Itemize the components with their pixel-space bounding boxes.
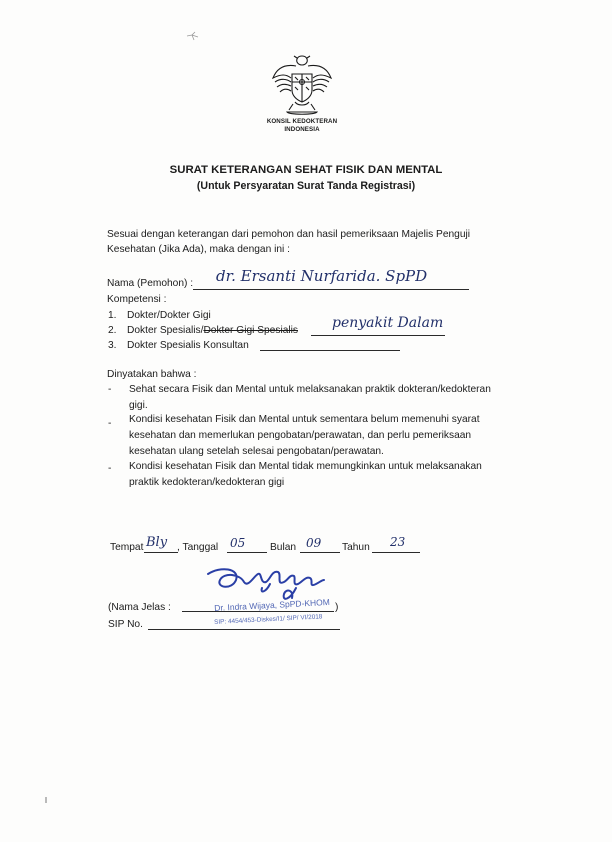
competence-item-3: Dokter Spesialis Konsultan [127,340,249,351]
statement-2-line-3: kesehatan ulang setelah selesai pengobatan/perawatan. [129,446,384,457]
intro-line-1: Sesuai dengan keterangan dari pemohon dan hasil pemeriksaan Majelis Penguji [107,229,471,240]
statement-bullet-3: - [108,463,112,474]
document-title: SURAT KETERANGAN SEHAT FISIK DAN MENTAL [169,164,443,176]
place-label: Tempat [110,542,144,553]
statement-1-line-2: gigi. [129,400,148,411]
year-handwritten: 23 [390,535,406,549]
date-label: , Tanggal [177,542,219,553]
org-name [240,118,364,134]
applicant-name-handwritten: dr. Ersanti Nurfarida. SpPD [216,267,428,285]
competence-item-1: Dokter/Dokter Gigi [127,310,211,321]
place-underline [144,552,178,553]
statement-1-line-1: Sehat secara Fisik dan Mental untuk melaksanakan praktik dokteran/kedokteran [129,384,491,395]
date-underline [227,552,267,553]
signatory-name-label: (Nama Jelas : [108,602,171,613]
competence-item-2-num: 2. [108,325,117,336]
statement-2-line-1: Kondisi kesehatan Fisik dan Mental untuk sementara belum memenuhi syarat [129,414,480,425]
scan-mark [44,790,48,808]
sip-label: SIP No. [108,619,143,630]
specialty-handwritten: penyakit Dalam [332,315,444,331]
sip-underline [148,629,340,630]
place-handwritten: Bly [146,535,168,550]
competence-item-2-text: Dokter Spesialis/ [127,325,204,336]
competence-item-1-num: 1. [108,310,117,321]
statement-2-line-2: kesehatan dan memerlukan pengobatan/perawatan, dan perlu pemeriksaan [129,430,472,441]
competence-item-2-struck: Dokter Gigi Spesialis [203,325,298,336]
garuda-emblem-icon [271,52,333,118]
specialty-underline [311,335,445,336]
applicant-label: Nama (Pemohon) : [107,278,194,289]
statement-label: Dinyatakan bahwa : [107,369,197,380]
org-name-line-2: INDONESIA [284,126,320,133]
competence-item-3-num: 3. [108,340,117,351]
scan-speck [186,28,200,46]
statement-bullet-1: - [108,384,112,395]
intro-line-2: Kesehatan (Jika Ada), maka dengan ini : [107,244,290,255]
competence-label: Kompetensi : [107,294,167,305]
date-handwritten: 05 [230,536,246,550]
applicant-underline [193,289,469,290]
month-underline [300,552,340,553]
year-underline [372,552,420,553]
month-label: Bulan [270,542,297,553]
consultant-underline [260,350,400,351]
signatory-stamp-name: Dr. Indra Wijaya, SpPD-KHOM [214,596,331,613]
statement-bullet-2: - [108,418,112,429]
signatory-stamp-sip: SIP: 4454/453-Diskes/I1/ SIP/ VI/2018 [214,613,323,626]
statement-3-line-2: praktik kedokteran/kedokteran gigi [129,477,285,488]
document-subtitle: (Untuk Persyaratan Surat Tanda Registrasi) [196,180,416,192]
signatory-name-underline [182,611,334,612]
year-label: Tahun [342,542,370,553]
statement-3-line-1: Kondisi kesehatan Fisik dan Mental tidak memungkinkan untuk melaksanakan [129,461,482,472]
competence-item-2 [127,325,298,336]
signatory-name-close: ) [335,602,339,613]
month-handwritten: 09 [306,536,322,550]
org-name-line-1: KONSIL KEDOKTERAN [266,118,338,125]
